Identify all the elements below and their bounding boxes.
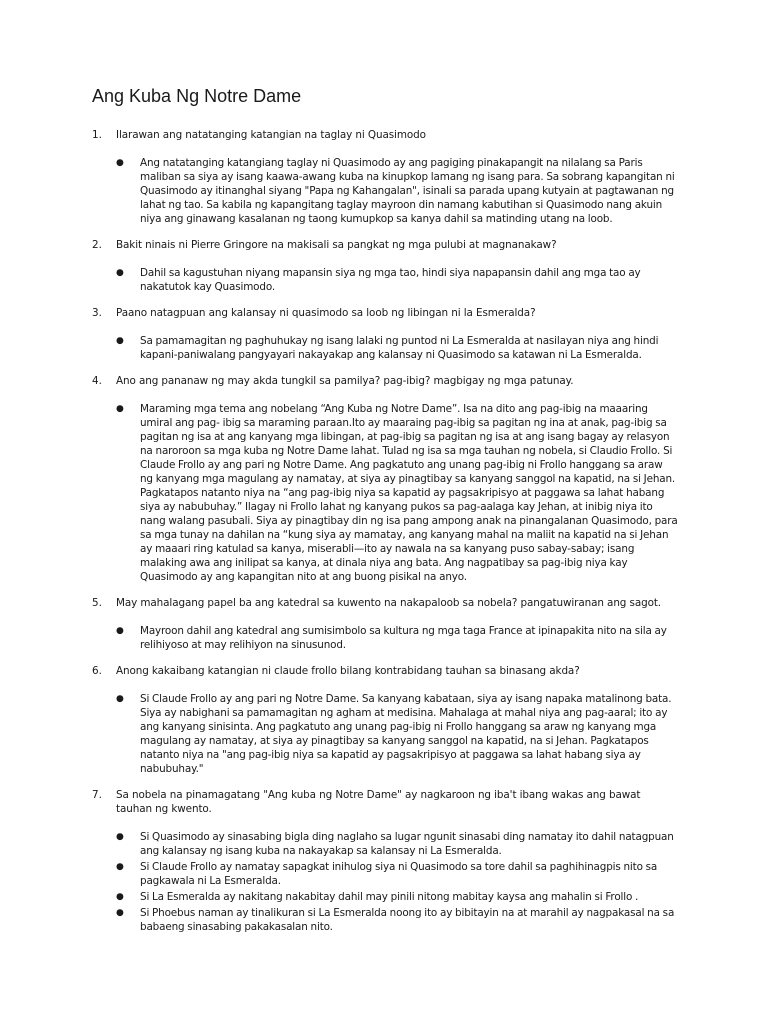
bullet-icon: ● <box>116 908 124 918</box>
question-text: Ano ang pananaw ng may akda tungkil sa pamilya? pag-ibig? magbigay ng mga patunay. <box>116 375 574 387</box>
answer-list <box>92 334 678 362</box>
bullet-icon: ● <box>116 336 124 346</box>
bullet-icon: ● <box>116 404 124 414</box>
question-number: 4. <box>92 375 102 387</box>
question-number: 3. <box>92 307 102 319</box>
answer-list <box>92 156 678 226</box>
answer-text: Sa pamamagitan ng paghuhukay ng isang lalaki ng puntod ni La Esmeralda at nasilayan niya ang hindi kapani-paniwalang pangyayari nakayakap ang kalansay ni Quasimodo sa katawan ni La Esmeralda. <box>140 335 659 361</box>
answer-item <box>92 156 678 226</box>
answer-text: Ang natatanging katangiang taglay ni Quasimodo ay ang pagiging pinakapangit na nilalang sa Paris maliban sa siya ay isang kaawa-awang kuba na kinupkop lamang ng isang para. Sa sobrang kapangitan ni Quasimodo ay itinanghal siyang "Papa ng Kahangalan", isinali sa parada upang kutyain at pagtawanan ng lahat ng tao. Sa kabila ng kapangitang taglay mayroon din namang kabutihan si Quasimodo nang akuin niya ang ginawang kasalanan ng taong kumupkop sa kanya dahil sa matinding utang na loob. <box>140 157 675 225</box>
question-item <box>92 596 678 652</box>
question-list <box>92 128 678 934</box>
answer-text: Si La Esmeralda ay nakitang nakabitay dahil may pinili nitong mabitay kaysa ang mahalin si Frollo . <box>140 891 639 903</box>
answer-text: Si Claude Frollo ay ang pari ng Notre Dame. Sa kanyang kabataan, siya ay isang napaka matalinong bata. Siya ay nabighani sa pamamagitan ng agham at medisina. Mahalaga at mahal niya ang pag-aaral; ito ay ang kanyang sinisinta. Ang pagkatuto ang unang pag-ibig ni Frollo hanggang sa araw ng kanyang mga magulang ay namatay, at siya ay pinagtibay sa kanyang sanggol na kapatid, na si Jehan. Pagkatapos natanto niya na "ang pag-ibig niya sa kapatid ay pagsakripisyo at paggawa sa lahat habang siya ay nabubuhay." <box>140 693 672 775</box>
answer-item <box>92 624 678 652</box>
question-number: 2. <box>92 239 102 251</box>
answer-item <box>92 334 678 362</box>
question-item <box>92 788 678 934</box>
question-number: 7. <box>92 789 102 801</box>
answer-item <box>92 830 678 858</box>
answer-list <box>92 830 678 934</box>
bullet-icon: ● <box>116 892 124 902</box>
answer-text: Mayroon dahil ang katedral ang sumisimbolo sa kultura ng mga taga France at ipinapakita nito na sila ay relihiyoso at may relihiyon na sinusunod. <box>140 625 667 651</box>
question-text: Sa nobela na pinamagatang "Ang kuba ng Notre Dame" ay nagkaroon ng iba't ibang wakas ang bawat tauhan ng kwento. <box>116 789 641 815</box>
question-number: 1. <box>92 129 102 141</box>
bullet-icon: ● <box>116 862 124 872</box>
bullet-icon: ● <box>116 158 124 168</box>
question-text: Ilarawan ang natatanging katangian na taglay ni Quasimodo <box>116 129 426 141</box>
answer-text: Si Quasimodo ay sinasabing bigla ding naglaho sa lugar ngunit sinasabi ding namatay ito dahil natagpuan ang kalansay ng isang kuba na nakayakap sa kalansay ni La Esmeralda. <box>140 831 674 857</box>
answer-item <box>92 692 678 776</box>
answer-item <box>92 860 678 888</box>
question-text: May mahalagang papel ba ang katedral sa kuwento na nakapaloob sa nobela? pangatuwiranan ang sagot. <box>116 597 662 609</box>
answer-item <box>92 906 678 934</box>
question-number: 6. <box>92 665 102 677</box>
answer-list <box>92 402 678 584</box>
bullet-icon: ● <box>116 832 124 842</box>
question-text: Bakit ninais ni Pierre Gringore na makisali sa pangkat ng mga pulubi at magnanakaw? <box>116 239 557 251</box>
answer-item <box>92 890 678 904</box>
question-text: Anong kakaibang katangian ni claude frollo bilang kontrabidang tauhan sa binasang akda? <box>116 665 580 677</box>
question-item <box>92 664 678 776</box>
answer-list <box>92 624 678 652</box>
answer-text: Dahil sa kagustuhan niyang mapansin siya ng mga tao, hindi siya napapansin dahil ang mga tao ay nakatutok kay Quasimodo. <box>140 267 641 293</box>
question-number: 5. <box>92 597 102 609</box>
question-item <box>92 306 678 362</box>
bullet-icon: ● <box>116 268 124 278</box>
answer-text: Si Phoebus naman ay tinalikuran si La Esmeralda noong ito ay bibitayin na at marahil ay nagpakasal na sa babaeng sinasabing pakakasalan nito. <box>140 907 675 933</box>
question-item <box>92 374 678 584</box>
question-item <box>92 128 678 226</box>
answer-item <box>92 402 678 584</box>
answer-list <box>92 266 678 294</box>
page-title: Ang Kuba Ng Notre Dame <box>92 86 302 106</box>
answer-list <box>92 692 678 776</box>
bullet-icon: ● <box>116 626 124 636</box>
question-item <box>92 238 678 294</box>
bullet-icon: ● <box>116 694 124 704</box>
question-text: Paano natagpuan ang kalansay ni quasimodo sa loob ng libingan ni la Esmeralda? <box>116 307 536 319</box>
answer-text: Maraming mga tema ang nobelang “Ang Kuba ng Notre Dame”. Isa na dito ang pag-ibig na maaaring umiral ang pag- ibig sa maraming paraan.Ito ay maaraing pag-ibig sa pagitan ng ina at anak, pag-ibig sa pagitan ng isa at ang kanyang mga libingan, at pag-ibig sa pagitan ng isa at ang isang bagay ay relasyon na naroroon sa mga kuba ng Notre Dame lahat. Tulad ng isa sa mga tauhan ng nobela, si Claudio Frollo. Si Claude Frollo ay ang pari ng Notre Dame. Ang pagkatuto ang unang pag-ibig ni Frollo hanggang sa araw ng kanyang mga magulang ay namatay, at siya ay pinagtibay sa kanyang sanggol na kapatid, na si Jehan. Pagkatapos natanto niya na “ang pag-ibig niya sa kapatid ay pagsakripisyo at paggawa sa lahat habang siya ay nabubuhay.” Ilagay ni Frollo lahat ng kanyang pukos sa pag-aalaga kay Jehan, at inibig niya ito nang walang pasubali. Siya ay pinagtibay din ng isa pang ampong anak na pinangalanan Quasimodo, para sa mga tunay na dahilan na “kung siya ay mamatay, ang kanyang mahal na maliit na kapatid na si Jehan ay maaari ring katulad sa kanya, miserabli—ito ay nawala na sa kanyang puso sabay-sabay; isang malaking awa ang inilipat sa kanya, at dinala niya ang bata. Ang nagpatibay sa pag-ibig niya kay Quasimodo ay ang kapangitan nito at ang buong pisikal na anyo. <box>140 403 678 583</box>
answer-text: Si Claude Frollo ay namatay sapagkat inihulog siya ni Quasimodo sa tore dahil sa paghihinagpis nito sa pagkawala ni La Esmeralda. <box>140 861 658 887</box>
answer-item <box>92 266 678 294</box>
